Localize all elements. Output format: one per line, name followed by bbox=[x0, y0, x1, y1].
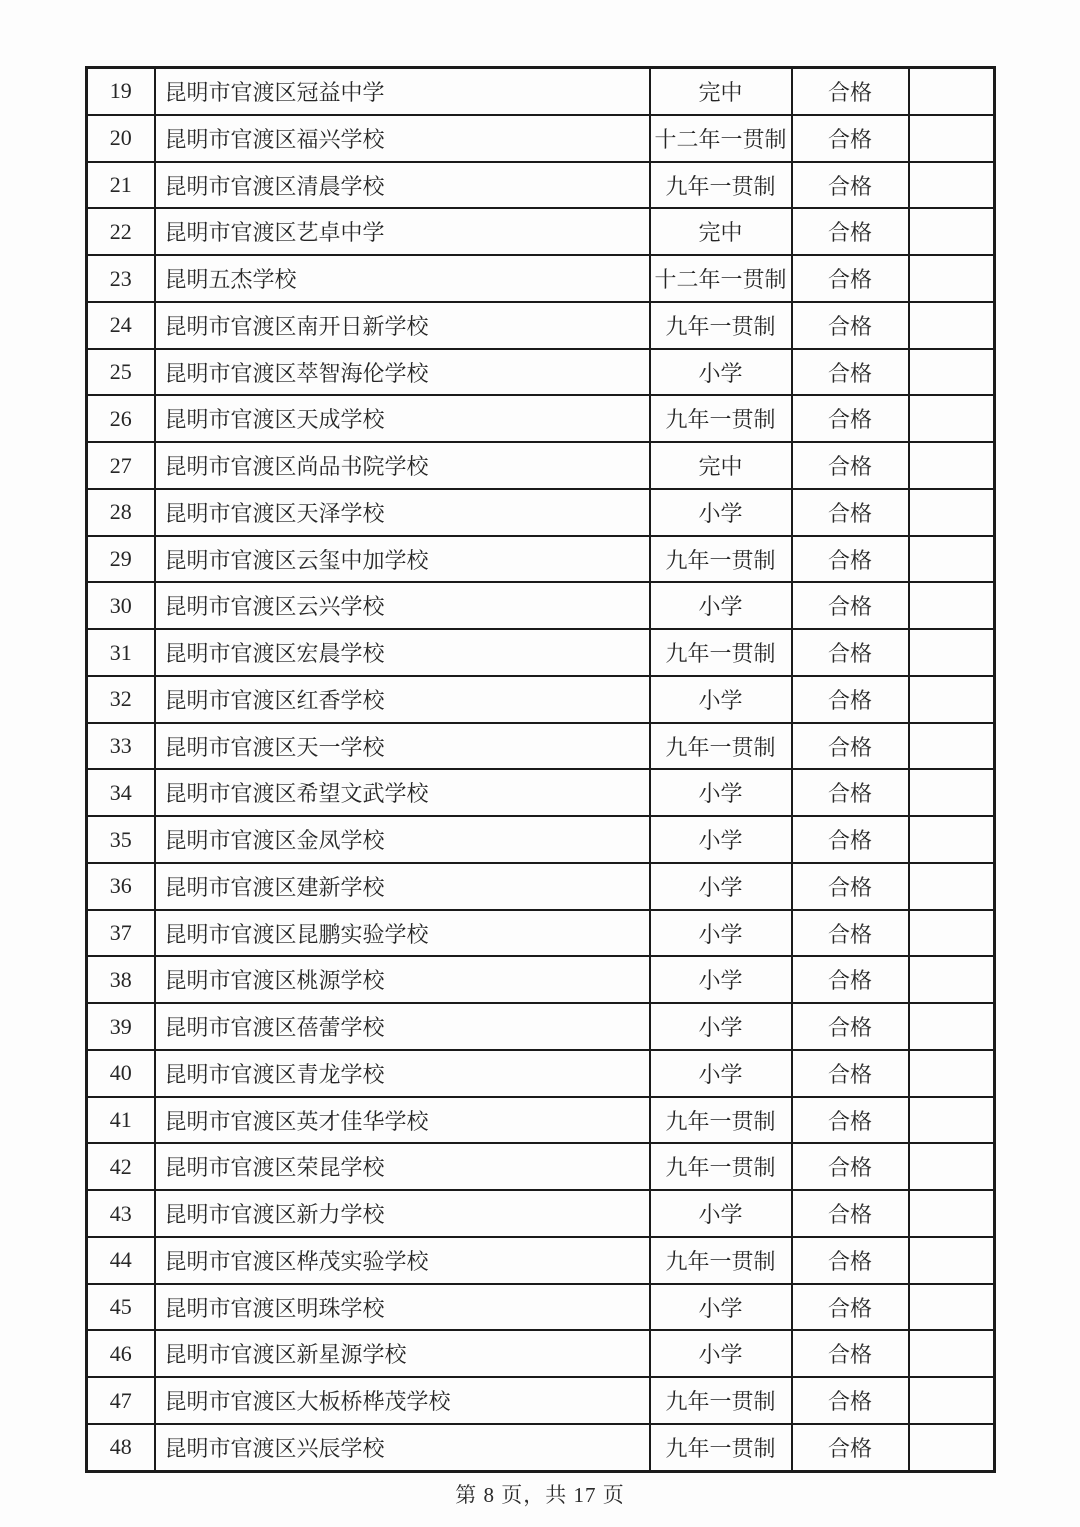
school-name-cell: 昆明市官渡区云兴学校 bbox=[155, 582, 650, 629]
school-type-cell: 小学 bbox=[650, 1284, 792, 1331]
table-row bbox=[87, 349, 995, 396]
remark-cell bbox=[909, 1424, 995, 1472]
table-row bbox=[87, 769, 995, 816]
table-row bbox=[87, 1330, 995, 1377]
school-name-cell: 昆明市官渡区南开日新学校 bbox=[155, 302, 650, 349]
row-number-cell: 22 bbox=[87, 208, 155, 255]
row-number-cell: 31 bbox=[87, 629, 155, 676]
table-row bbox=[87, 255, 995, 302]
table-row bbox=[87, 910, 995, 957]
row-number-cell: 20 bbox=[87, 115, 155, 162]
row-number-cell: 30 bbox=[87, 582, 155, 629]
table-row bbox=[87, 1284, 995, 1331]
inspection-result-cell: 合格 bbox=[792, 910, 909, 957]
remark-cell bbox=[909, 395, 995, 442]
school-type-cell: 小学 bbox=[650, 1330, 792, 1377]
remark-cell bbox=[909, 489, 995, 536]
school-type-cell: 小学 bbox=[650, 1190, 792, 1237]
school-name-cell: 昆明市官渡区明珠学校 bbox=[155, 1284, 650, 1331]
inspection-result-cell: 合格 bbox=[792, 68, 909, 115]
page-number-footer: 第 8 页，共 17 页 bbox=[455, 1483, 625, 1507]
school-type-cell: 小学 bbox=[650, 863, 792, 910]
school-name-cell: 昆明市官渡区金凤学校 bbox=[155, 816, 650, 863]
table-row bbox=[87, 723, 995, 770]
inspection-result-cell: 合格 bbox=[792, 723, 909, 770]
school-type-cell: 小学 bbox=[650, 582, 792, 629]
remark-cell bbox=[909, 536, 995, 583]
row-number-cell: 34 bbox=[87, 769, 155, 816]
school-type-cell: 九年一贯制 bbox=[650, 162, 792, 209]
school-type-cell: 小学 bbox=[650, 956, 792, 1003]
row-number-cell: 48 bbox=[87, 1424, 155, 1472]
inspection-result-cell: 合格 bbox=[792, 1330, 909, 1377]
school-name-cell: 昆明市官渡区新力学校 bbox=[155, 1190, 650, 1237]
table-row bbox=[87, 1190, 995, 1237]
table-row bbox=[87, 208, 995, 255]
school-name-cell: 昆明市官渡区兴辰学校 bbox=[155, 1424, 650, 1472]
school-type-cell: 小学 bbox=[650, 769, 792, 816]
row-number-cell: 35 bbox=[87, 816, 155, 863]
inspection-result-cell: 合格 bbox=[792, 162, 909, 209]
school-name-cell: 昆明市官渡区建新学校 bbox=[155, 863, 650, 910]
school-type-cell: 小学 bbox=[650, 816, 792, 863]
inspection-result-cell: 合格 bbox=[792, 115, 909, 162]
inspection-result-cell: 合格 bbox=[792, 208, 909, 255]
school-name-cell: 昆明市官渡区青龙学校 bbox=[155, 1050, 650, 1097]
row-number-cell: 47 bbox=[87, 1377, 155, 1424]
school-name-cell: 昆明市官渡区天一学校 bbox=[155, 723, 650, 770]
remark-cell bbox=[909, 1003, 995, 1050]
table-row bbox=[87, 1003, 995, 1050]
school-type-cell: 完中 bbox=[650, 68, 792, 115]
table-row bbox=[87, 582, 995, 629]
row-number-cell: 21 bbox=[87, 162, 155, 209]
row-number-cell: 42 bbox=[87, 1143, 155, 1190]
inspection-result-cell: 合格 bbox=[792, 536, 909, 583]
school-name-cell: 昆明市官渡区荣昆学校 bbox=[155, 1143, 650, 1190]
inspection-result-cell: 合格 bbox=[792, 1190, 909, 1237]
inspection-result-cell: 合格 bbox=[792, 1237, 909, 1284]
school-name-cell: 昆明市官渡区大板桥桦茂学校 bbox=[155, 1377, 650, 1424]
inspection-result-cell: 合格 bbox=[792, 769, 909, 816]
row-number-cell: 33 bbox=[87, 723, 155, 770]
remark-cell bbox=[909, 723, 995, 770]
school-name-cell: 昆明市官渡区桦茂实验学校 bbox=[155, 1237, 650, 1284]
school-type-cell: 九年一贯制 bbox=[650, 1143, 792, 1190]
table-row bbox=[87, 489, 995, 536]
inspection-result-cell: 合格 bbox=[792, 816, 909, 863]
remark-cell bbox=[909, 1143, 995, 1190]
remark-cell bbox=[909, 863, 995, 910]
row-number-cell: 41 bbox=[87, 1097, 155, 1144]
row-number-cell: 32 bbox=[87, 676, 155, 723]
remark-cell bbox=[909, 1284, 995, 1331]
inspection-result-cell: 合格 bbox=[792, 582, 909, 629]
school-name-cell: 昆明市官渡区英才佳华学校 bbox=[155, 1097, 650, 1144]
row-number-cell: 40 bbox=[87, 1050, 155, 1097]
remark-cell bbox=[909, 1050, 995, 1097]
table-row bbox=[87, 629, 995, 676]
school-name-cell: 昆明市官渡区新星源学校 bbox=[155, 1330, 650, 1377]
school-type-cell: 完中 bbox=[650, 442, 792, 489]
school-name-cell: 昆明市官渡区福兴学校 bbox=[155, 115, 650, 162]
table-row bbox=[87, 442, 995, 489]
inspection-result-cell: 合格 bbox=[792, 676, 909, 723]
school-inspection-table bbox=[85, 66, 996, 1473]
inspection-result-cell: 合格 bbox=[792, 395, 909, 442]
inspection-result-cell: 合格 bbox=[792, 1284, 909, 1331]
row-number-cell: 29 bbox=[87, 536, 155, 583]
school-name-cell: 昆明市官渡区清晨学校 bbox=[155, 162, 650, 209]
school-name-cell: 昆明市官渡区尚品书院学校 bbox=[155, 442, 650, 489]
school-type-cell: 小学 bbox=[650, 349, 792, 396]
inspection-result-cell: 合格 bbox=[792, 1424, 909, 1472]
school-name-cell: 昆明市官渡区云玺中加学校 bbox=[155, 536, 650, 583]
inspection-result-cell: 合格 bbox=[792, 489, 909, 536]
table-row bbox=[87, 956, 995, 1003]
remark-cell bbox=[909, 1377, 995, 1424]
table-row bbox=[87, 676, 995, 723]
table-row bbox=[87, 536, 995, 583]
table-row bbox=[87, 1237, 995, 1284]
school-name-cell: 昆明市官渡区艺卓中学 bbox=[155, 208, 650, 255]
row-number-cell: 37 bbox=[87, 910, 155, 957]
row-number-cell: 28 bbox=[87, 489, 155, 536]
remark-cell bbox=[909, 208, 995, 255]
row-number-cell: 36 bbox=[87, 863, 155, 910]
inspection-result-cell: 合格 bbox=[792, 302, 909, 349]
school-type-cell: 九年一贯制 bbox=[650, 1097, 792, 1144]
school-name-cell: 昆明市官渡区昆鹏实验学校 bbox=[155, 910, 650, 957]
remark-cell bbox=[909, 162, 995, 209]
school-name-cell: 昆明市官渡区萃智海伦学校 bbox=[155, 349, 650, 396]
school-name-cell: 昆明市官渡区冠益中学 bbox=[155, 68, 650, 115]
row-number-cell: 19 bbox=[87, 68, 155, 115]
row-number-cell: 46 bbox=[87, 1330, 155, 1377]
remark-cell bbox=[909, 582, 995, 629]
table-row bbox=[87, 1143, 995, 1190]
remark-cell bbox=[909, 769, 995, 816]
school-name-cell: 昆明市官渡区宏晨学校 bbox=[155, 629, 650, 676]
school-name-cell: 昆明市官渡区红香学校 bbox=[155, 676, 650, 723]
table-row bbox=[87, 68, 995, 115]
inspection-result-cell: 合格 bbox=[792, 629, 909, 676]
inspection-result-cell: 合格 bbox=[792, 1050, 909, 1097]
table-row bbox=[87, 1377, 995, 1424]
remark-cell bbox=[909, 816, 995, 863]
school-type-cell: 十二年一贯制 bbox=[650, 115, 792, 162]
school-name-cell: 昆明市官渡区希望文武学校 bbox=[155, 769, 650, 816]
row-number-cell: 27 bbox=[87, 442, 155, 489]
remark-cell bbox=[909, 676, 995, 723]
school-name-cell: 昆明市官渡区天成学校 bbox=[155, 395, 650, 442]
remark-cell bbox=[909, 910, 995, 957]
school-type-cell: 九年一贯制 bbox=[650, 629, 792, 676]
school-type-cell: 小学 bbox=[650, 910, 792, 957]
inspection-result-cell: 合格 bbox=[792, 349, 909, 396]
school-type-cell: 九年一贯制 bbox=[650, 302, 792, 349]
table-row bbox=[87, 863, 995, 910]
inspection-result-cell: 合格 bbox=[792, 956, 909, 1003]
table-row bbox=[87, 816, 995, 863]
inspection-result-cell: 合格 bbox=[792, 863, 909, 910]
school-type-cell: 九年一贯制 bbox=[650, 395, 792, 442]
remark-cell bbox=[909, 1330, 995, 1377]
school-type-cell: 九年一贯制 bbox=[650, 1377, 792, 1424]
remark-cell bbox=[909, 629, 995, 676]
table-row bbox=[87, 1097, 995, 1144]
school-type-cell: 小学 bbox=[650, 1050, 792, 1097]
school-name-cell: 昆明五杰学校 bbox=[155, 255, 650, 302]
remark-cell bbox=[909, 442, 995, 489]
school-type-cell: 九年一贯制 bbox=[650, 536, 792, 583]
remark-cell bbox=[909, 255, 995, 302]
school-type-cell: 小学 bbox=[650, 676, 792, 723]
table-row bbox=[87, 395, 995, 442]
inspection-result-cell: 合格 bbox=[792, 1377, 909, 1424]
school-type-cell: 小学 bbox=[650, 1003, 792, 1050]
remark-cell bbox=[909, 349, 995, 396]
school-name-cell: 昆明市官渡区蓓蕾学校 bbox=[155, 1003, 650, 1050]
remark-cell bbox=[909, 68, 995, 115]
inspection-result-cell: 合格 bbox=[792, 1097, 909, 1144]
school-type-cell: 小学 bbox=[650, 489, 792, 536]
row-number-cell: 45 bbox=[87, 1284, 155, 1331]
row-number-cell: 23 bbox=[87, 255, 155, 302]
school-type-cell: 九年一贯制 bbox=[650, 1237, 792, 1284]
remark-cell bbox=[909, 115, 995, 162]
row-number-cell: 25 bbox=[87, 349, 155, 396]
school-type-cell: 九年一贯制 bbox=[650, 723, 792, 770]
remark-cell bbox=[909, 302, 995, 349]
row-number-cell: 43 bbox=[87, 1190, 155, 1237]
inspection-result-cell: 合格 bbox=[792, 442, 909, 489]
table-row bbox=[87, 1424, 995, 1472]
inspection-result-cell: 合格 bbox=[792, 1143, 909, 1190]
row-number-cell: 39 bbox=[87, 1003, 155, 1050]
table-row bbox=[87, 115, 995, 162]
school-table-body bbox=[87, 68, 995, 1472]
table-row bbox=[87, 162, 995, 209]
table-row bbox=[87, 302, 995, 349]
remark-cell bbox=[909, 1237, 995, 1284]
row-number-cell: 44 bbox=[87, 1237, 155, 1284]
school-type-cell: 完中 bbox=[650, 208, 792, 255]
row-number-cell: 26 bbox=[87, 395, 155, 442]
row-number-cell: 24 bbox=[87, 302, 155, 349]
remark-cell bbox=[909, 956, 995, 1003]
remark-cell bbox=[909, 1097, 995, 1144]
school-type-cell: 十二年一贯制 bbox=[650, 255, 792, 302]
inspection-result-cell: 合格 bbox=[792, 1003, 909, 1050]
remark-cell bbox=[909, 1190, 995, 1237]
school-name-cell: 昆明市官渡区天泽学校 bbox=[155, 489, 650, 536]
school-type-cell: 九年一贯制 bbox=[650, 1424, 792, 1472]
table-row bbox=[87, 1050, 995, 1097]
inspection-result-cell: 合格 bbox=[792, 255, 909, 302]
school-name-cell: 昆明市官渡区桃源学校 bbox=[155, 956, 650, 1003]
row-number-cell: 38 bbox=[87, 956, 155, 1003]
